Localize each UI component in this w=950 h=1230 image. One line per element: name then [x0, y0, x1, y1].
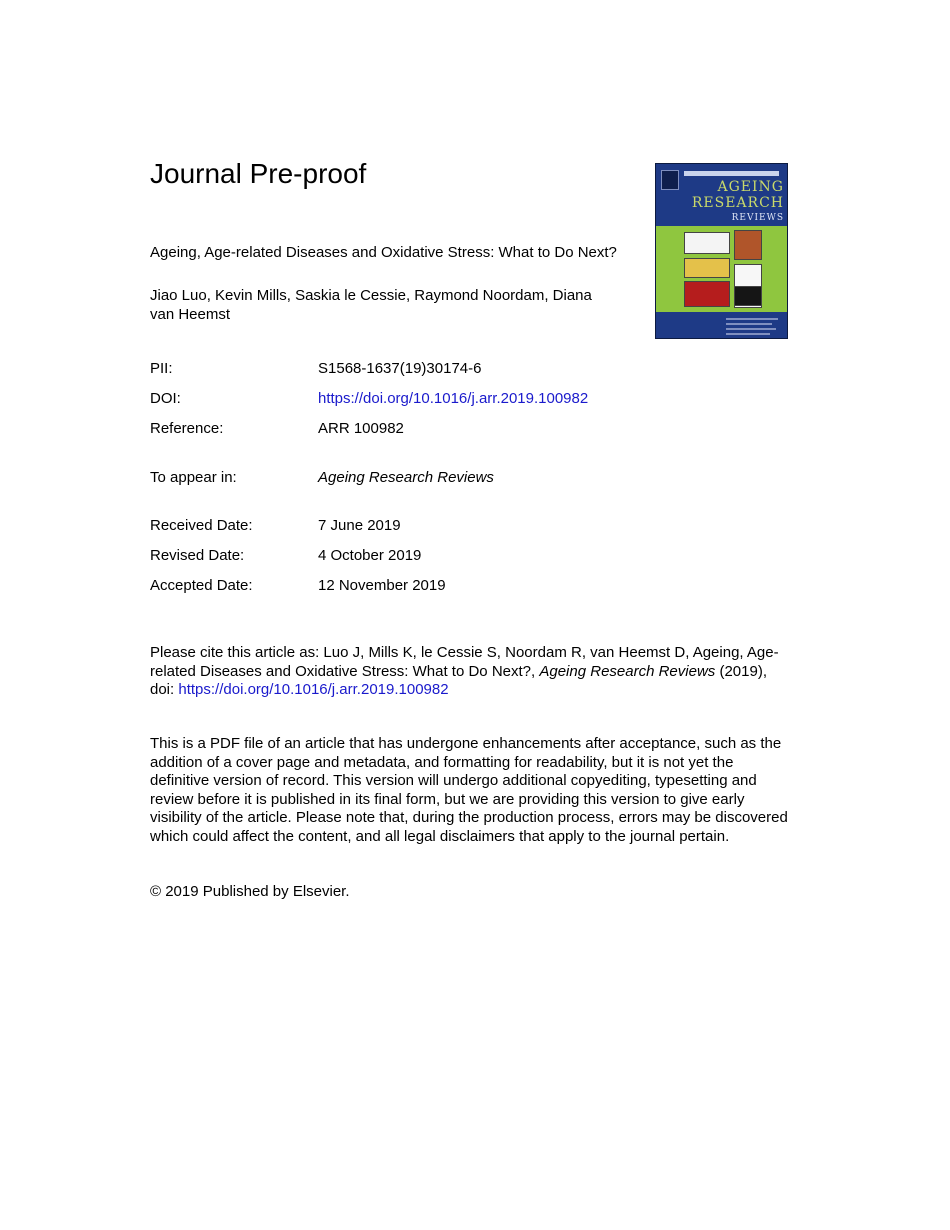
doi-label: DOI:: [150, 390, 181, 407]
cover-figure-panel: [656, 226, 788, 312]
cover-title-line-1: AGEING: [717, 179, 784, 195]
cover-figure-photo: [734, 230, 762, 260]
citation-text: Please cite this article as: Luo J, Mills K, le Cessie S, Noordam R, van Heemst D, Ageing, Age-related Diseases and Oxidative Stress: What to Do Next?,: [150, 644, 779, 680]
journal-cover-image: [655, 163, 788, 339]
pii-label: PII:: [150, 360, 173, 377]
citation-paragraph: [150, 644, 790, 700]
page-heading: Journal Pre-proof: [150, 158, 367, 189]
citation-year-doi: (2019), doi:: [150, 662, 767, 698]
cover-figure-chart: [684, 232, 730, 254]
cover-figure-micrograph: [734, 286, 762, 306]
accepted-date-value: 12 November 2019: [318, 577, 446, 594]
preproof-notice: This is a PDF file of an article that has undergone enhancements after acceptance, such as the addition of a cover page and metadata, and formatting for readability, but it is not yet the definitive version of record. This version will undergo additional copyediting, typesetting and review before it is published in its final form, but we are providing this version to give early visibility of the article. Please note that, during the production process, errors may be discovered which could affect the content, and all legal disclaimers that apply to the journal pertain.: [150, 735, 788, 845]
cover-figure-tissue: [684, 281, 730, 307]
pii-value: S1568-1637(19)30174-6: [318, 360, 482, 377]
citation-journal: Ageing Research Reviews: [539, 662, 716, 680]
cover-title-line-3: REVIEWS: [731, 213, 784, 223]
received-date-label: Received Date:: [150, 517, 253, 534]
reference-value: ARR 100982: [318, 420, 404, 437]
article-authors: Jiao Luo, Kevin Mills, Saskia le Cessie, Raymond Noordam, Diana van Heemst: [150, 287, 592, 323]
cover-figure-brain: [684, 258, 730, 278]
article-title: Ageing, Age-related Diseases and Oxidative Stress: What to Do Next?: [150, 244, 617, 261]
reference-label: Reference:: [150, 420, 224, 437]
accepted-date-label: Accepted Date:: [150, 577, 253, 594]
cover-footer: [656, 312, 788, 339]
citation-doi-link[interactable]: https://doi.org/10.1016/j.arr.2019.100982: [178, 681, 449, 698]
cover-title-line-2: RESEARCH: [691, 195, 784, 211]
revised-date-label: Revised Date:: [150, 547, 245, 564]
appear-in-value: Ageing Research Reviews: [318, 469, 494, 486]
cover-top-bar: [684, 171, 779, 176]
copyright-notice: © 2019 Published by Elsevier.: [150, 883, 350, 900]
received-date-value: 7 June 2019: [318, 517, 401, 534]
appear-in-label: To appear in:: [150, 469, 237, 486]
doi-link[interactable]: https://doi.org/10.1016/j.arr.2019.100982: [318, 390, 589, 407]
revised-date-value: 4 October 2019: [318, 547, 422, 564]
